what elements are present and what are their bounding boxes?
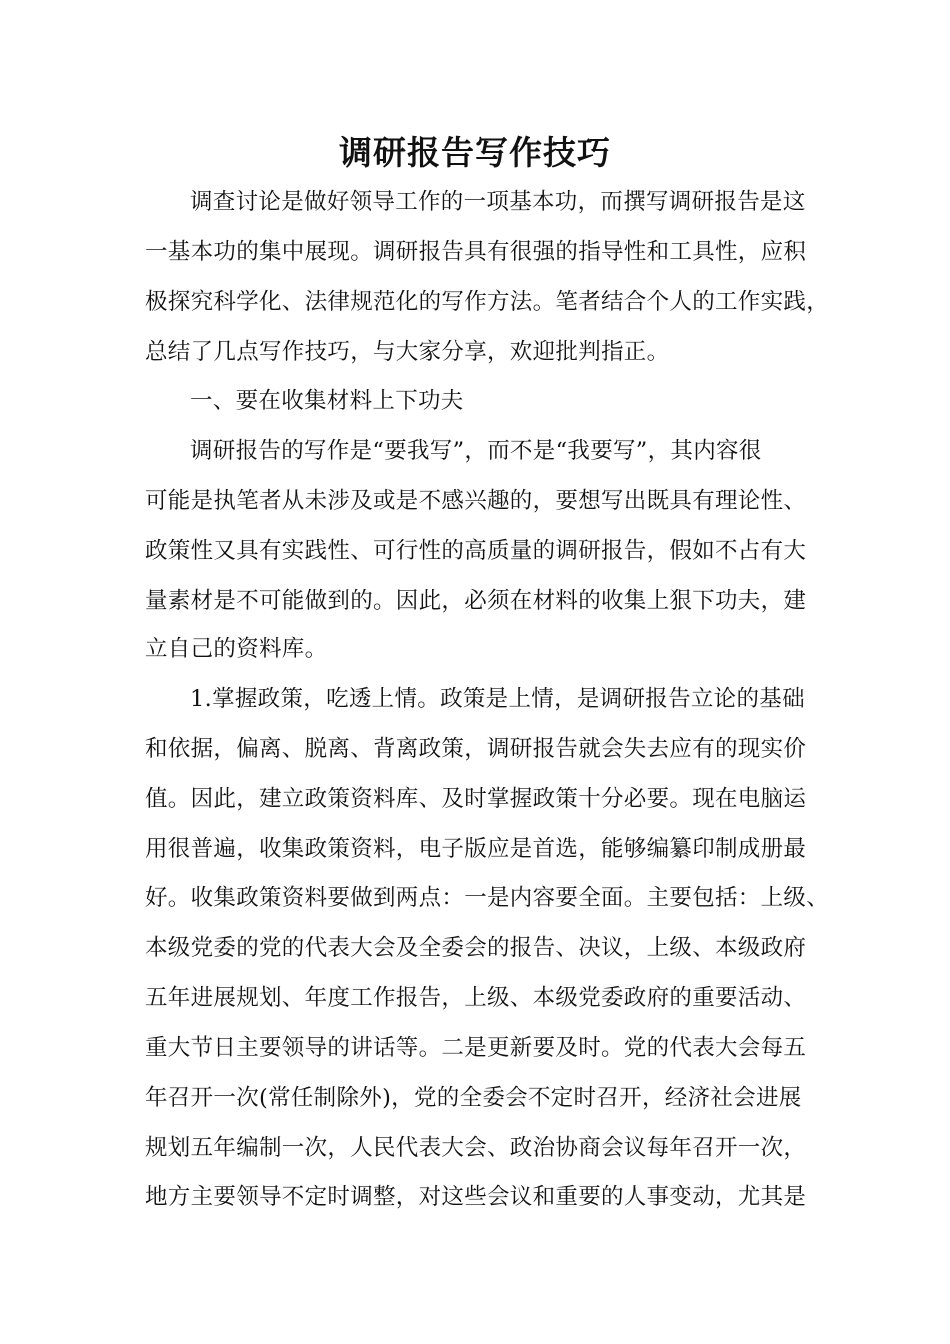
document-title: 调研报告写作技巧	[339, 133, 611, 172]
section-heading: 一、要在收集材料上下功夫	[190, 388, 464, 414]
paragraph-line: 极探究科学化、法律规范化的写作方法。笔者结合个人的工作实践，	[145, 289, 830, 315]
paragraph-line: 好。收集政策资料要做到两点：一是内容要全面。主要包括：上级、	[145, 885, 830, 911]
paragraph-line: 年召开一次(常任制除外)，党的全委会不定时召开，经济社会进展	[145, 1085, 802, 1111]
paragraph-line: 总结了几点写作技巧，与大家分享，欢迎批判指正。	[145, 339, 670, 365]
paragraph-line: 用很普遍，收集政策资料，电子版应是首选，能够编纂印制成册最	[145, 836, 807, 862]
paragraph-line: 规划五年编制一次，人民代表大会、政治协商会议每年召开一次，	[145, 1135, 807, 1161]
paragraph-line: 1.掌握政策，吃透上情。政策是上情，是调研报告立论的基础	[190, 686, 805, 712]
paragraph-line: 立自己的资料库。	[145, 636, 328, 662]
paragraph-line: 调查讨论是做好领导工作的一项基本功，而撰写调研报告是这	[190, 189, 806, 215]
paragraph-line: 本级党委的党的代表大会及全委会的报告、决议，上级、本级政府	[145, 935, 807, 961]
paragraph-line: 可能是执笔者从未涉及或是不感兴趣的，要想写出既具有理论性、	[145, 488, 807, 514]
paragraph-line: 和依据，偏离、脱离、背离政策，调研报告就会失去应有的现实价	[145, 736, 807, 762]
paragraph-line: 五年进展规划、年度工作报告，上级、本级党委政府的重要活动、	[145, 985, 807, 1011]
paragraph-line: 值。因此，建立政策资料库、及时掌握政策十分必要。现在电脑运	[145, 786, 807, 812]
paragraph-line: 地方主要领导不定时调整，对这些会议和重要的人事变动，尤其是	[145, 1184, 807, 1210]
paragraph-line: 量素材是不可能做到的。因此，必须在材料的收集上狠下功夫，建	[145, 588, 807, 614]
paragraph-line: 调研报告的写作是“要我写”，而不是“我要写”，其内容很	[190, 438, 762, 464]
paragraph-line: 重大节日主要领导的讲话等。二是更新要及时。党的代表大会每五	[145, 1035, 807, 1061]
paragraph-line: 政策性又具有实践性、可行性的高质量的调研报告，假如不占有大	[145, 538, 807, 564]
paragraph-line: 一基本功的集中展现。调研报告具有很强的指导性和工具性，应积	[145, 239, 807, 265]
